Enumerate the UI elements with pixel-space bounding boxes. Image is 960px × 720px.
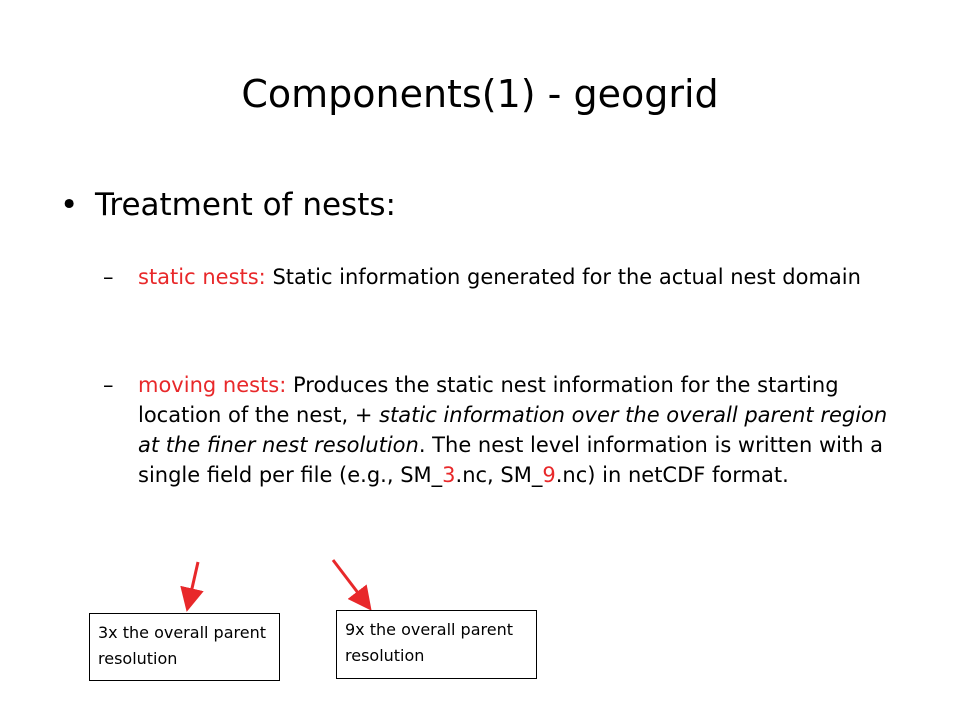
slide-title: Components(1) - geogrid bbox=[241, 72, 719, 116]
subitem-text: Static information generated for the actual nest domain bbox=[265, 265, 861, 289]
subitem-body bbox=[138, 370, 903, 490]
bullet-item-treatment bbox=[60, 183, 396, 227]
subitem-label: moving nests: bbox=[138, 373, 287, 397]
note-box-3x: 3x the overall parent resolution bbox=[89, 613, 280, 681]
subitem-text: . The nest level information is written with a single field per file (e.g., SM_ bbox=[138, 433, 884, 487]
subitem-label: static nests: bbox=[138, 265, 266, 289]
subitem-static-nests bbox=[103, 262, 903, 292]
subitem-moving-nests bbox=[103, 370, 903, 490]
subitem-text: .nc) in netCDF format. bbox=[555, 463, 789, 487]
bullet-dot: • bbox=[60, 187, 79, 223]
subitem-body bbox=[138, 262, 903, 292]
dash-marker: – bbox=[103, 265, 114, 289]
subitem-text: Produces the static nest information for the starting location of the nest, bbox=[138, 373, 839, 427]
note-box-9x: 9x the overall parent resolution bbox=[336, 610, 537, 679]
arrow-to-note-9x bbox=[333, 560, 368, 606]
highlight-number-9: 9 bbox=[542, 463, 556, 487]
arrow-to-note-3x bbox=[188, 562, 198, 606]
subitem-text: .nc, SM_ bbox=[455, 463, 543, 487]
dash-marker: – bbox=[103, 373, 114, 397]
subitem-italic-text: + static information over the overall parent region at the finer nest resolution bbox=[138, 403, 888, 457]
bullet-text: Treatment of nests: bbox=[95, 187, 396, 223]
highlight-number-3: 3 bbox=[442, 463, 456, 487]
